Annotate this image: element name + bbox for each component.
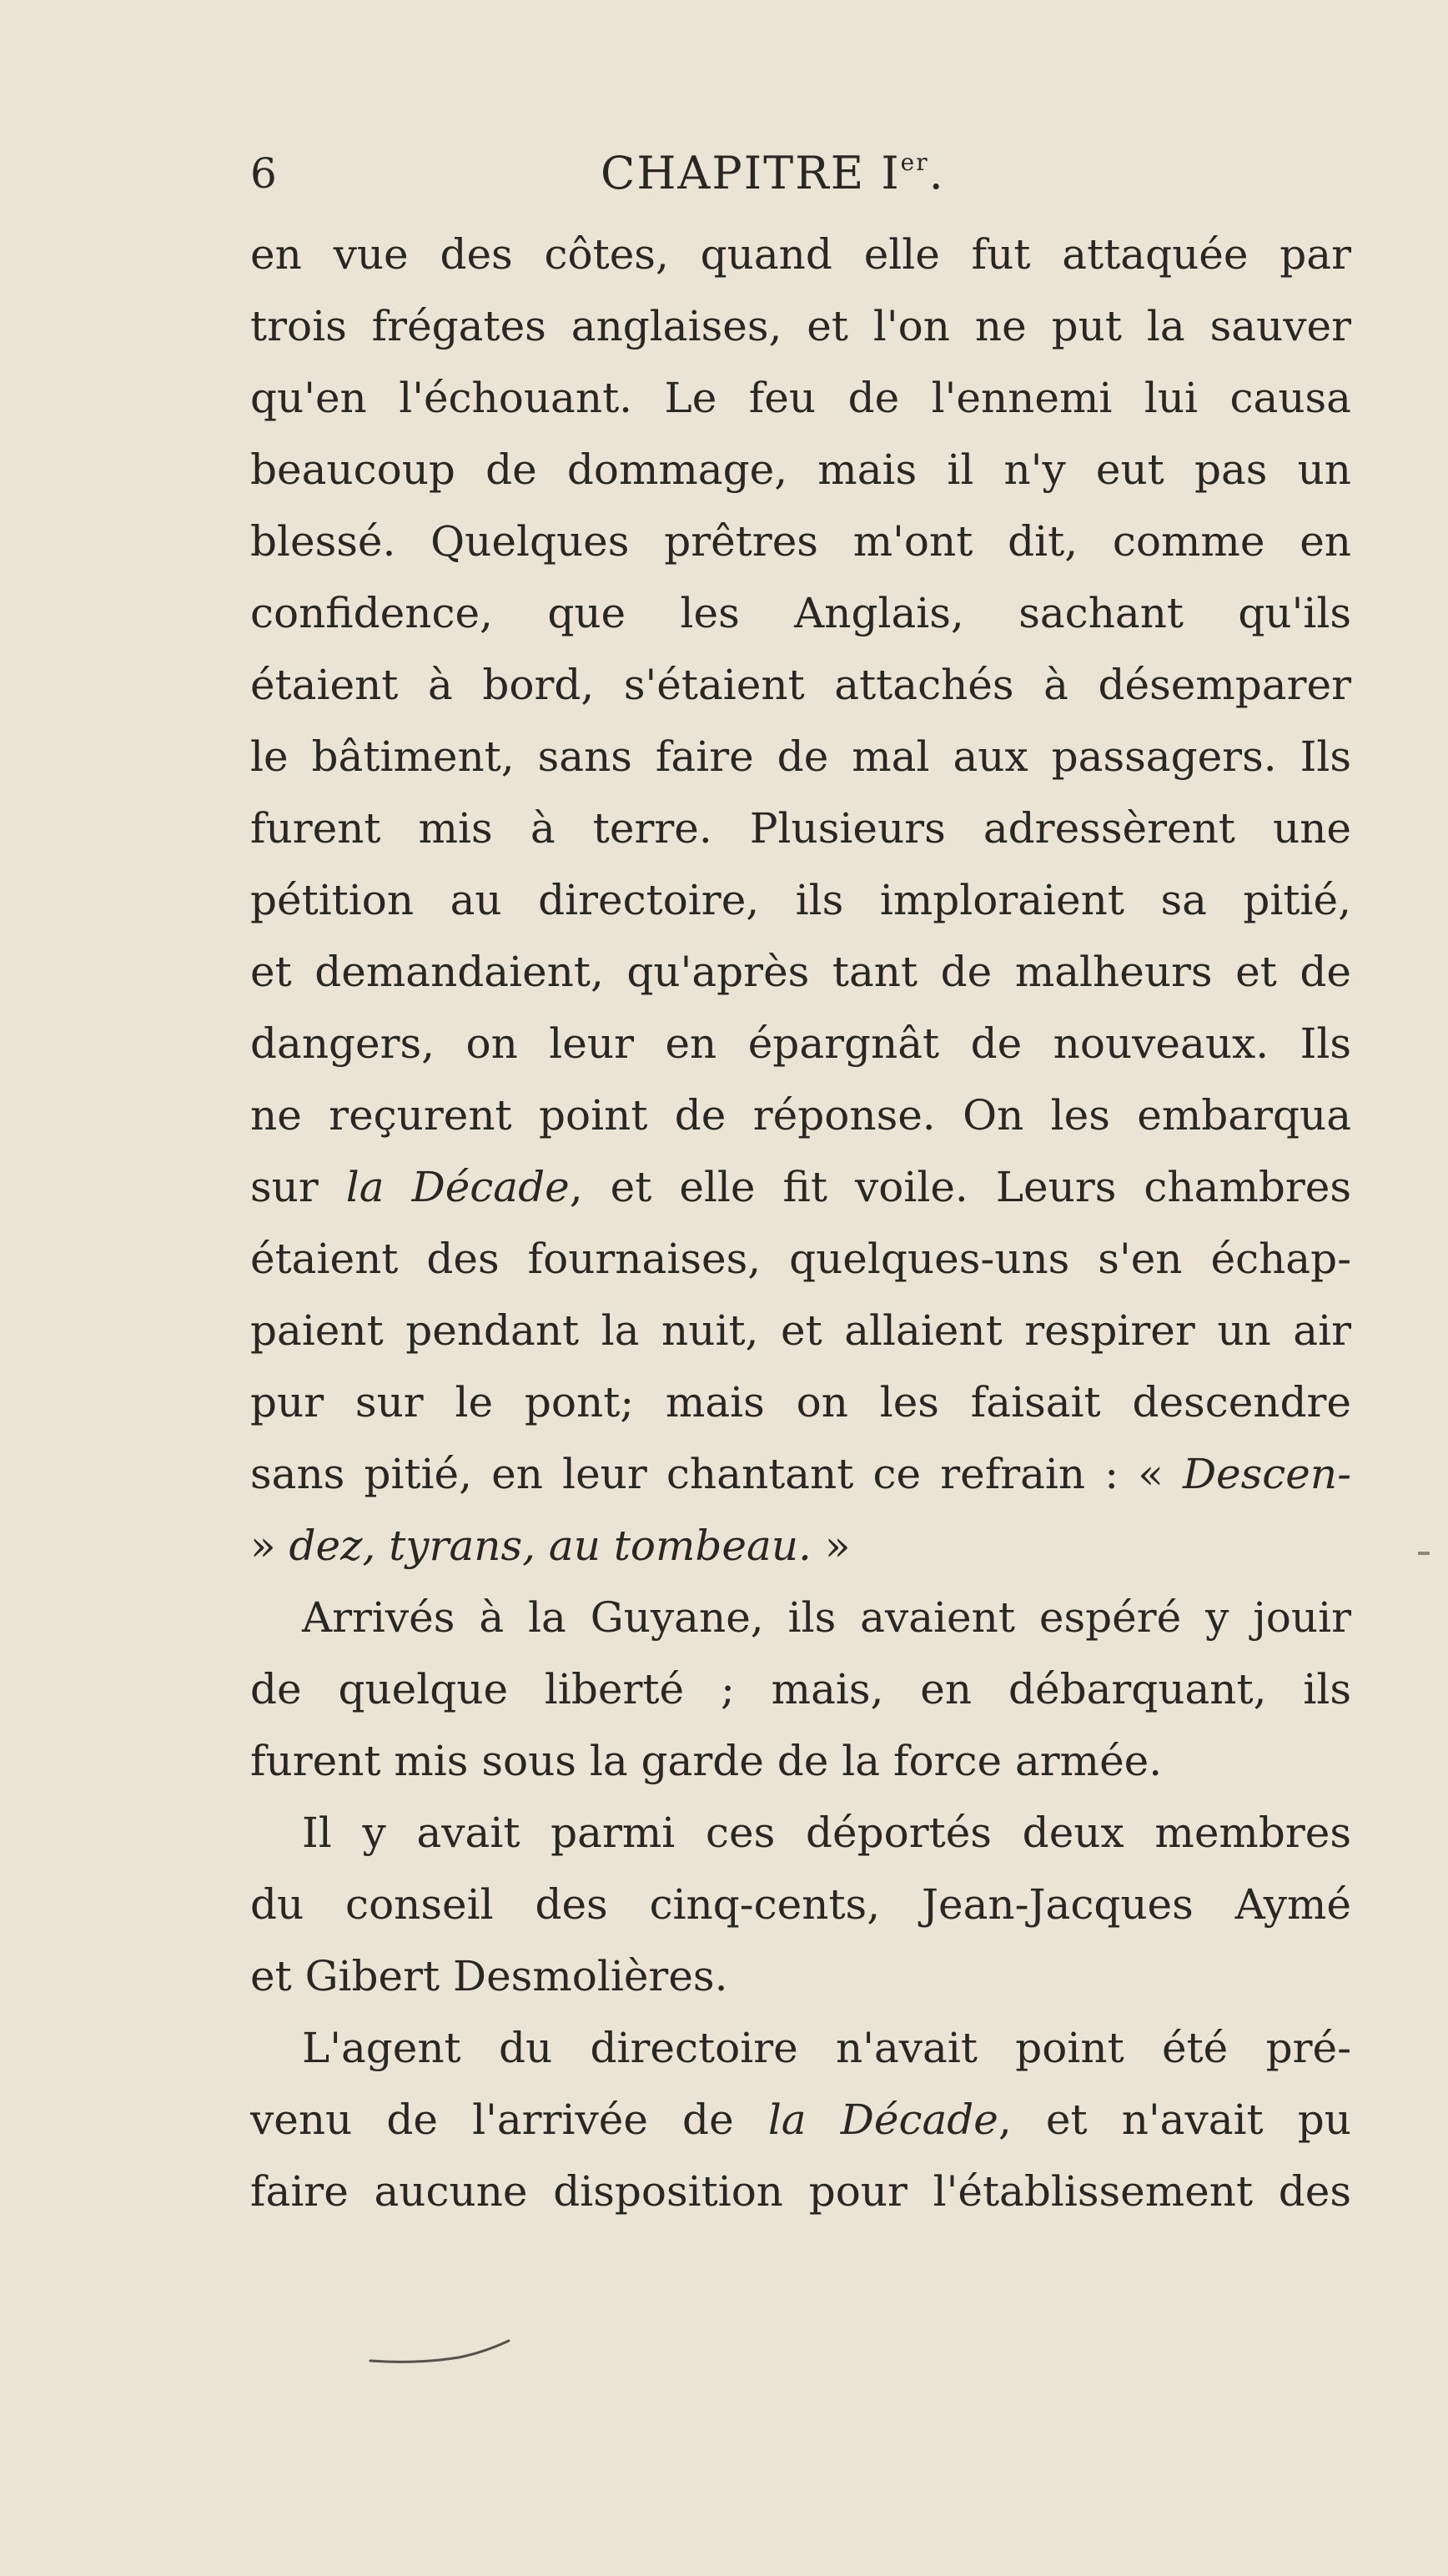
text-line: Il y avait parmi ces déportés deux membres xyxy=(302,1809,1351,1857)
text-line: L'agent du directoire n'avait point été pré- xyxy=(302,2024,1351,2072)
running-head-period: . xyxy=(928,147,945,199)
refrain-quote: dez, tyrans, au tombeau. xyxy=(289,1522,812,1570)
text-line: ne reçurent point de réponse. On les embarqua xyxy=(250,1091,1351,1140)
text-span: , et elle fit voile. Leurs chambres xyxy=(569,1163,1351,1211)
ship-name: la Décade xyxy=(767,2096,998,2144)
text-line: trois frégates anglaises, et l'on ne put la sauver xyxy=(250,302,1351,350)
running-head-title: CHAPITRE I xyxy=(601,147,901,199)
text-line: beaucoup de dommage, mais il n'y eut pas un xyxy=(250,445,1351,494)
text-span: , et n'avait pu xyxy=(998,2096,1351,2144)
text-line: pur sur le pont; mais on les faisait descendre xyxy=(250,1378,1351,1426)
text-line: et Gibert Desmolières. xyxy=(250,1952,728,2000)
page-number: 6 xyxy=(250,149,277,198)
text-line: pétition au directoire, ils imploraient sa pitié, xyxy=(250,876,1351,924)
refrain-quote: Descen- xyxy=(1182,1450,1351,1498)
text-line: faire aucune disposition pour l'établissement des xyxy=(250,2167,1351,2216)
ink-stroke-mark xyxy=(367,2336,517,2369)
text-line: le bâtiment, sans faire de mal aux passagers. Ils xyxy=(250,732,1351,781)
text-line: paient pendant la nuit, et allaient respirer un air xyxy=(250,1306,1351,1355)
text-line: du conseil des cinq-cents, Jean-Jacques Aymé xyxy=(250,1880,1351,1929)
ship-name: la Décade xyxy=(345,1163,570,1211)
text-line xyxy=(250,1151,1351,1223)
text-line: en vue des côtes, quand elle fut attaquée par xyxy=(250,230,1351,279)
margin-mark xyxy=(1418,1552,1430,1555)
text-line xyxy=(250,1438,1351,1510)
running-head xyxy=(601,148,945,199)
text-span: venu de l'arrivée de xyxy=(250,2096,768,2144)
text-line: furent mis à terre. Plusieurs adressèrent une xyxy=(250,804,1351,853)
text-line xyxy=(250,2084,1351,2156)
text-line: et demandaient, qu'après tant de malheurs et de xyxy=(250,948,1351,996)
text-line: qu'en l'échouant. Le feu de l'ennemi lui causa xyxy=(250,374,1351,422)
text-line: confidence, que les Anglais, sachant qu'ils xyxy=(250,589,1351,637)
running-head-superscript: er xyxy=(900,148,929,176)
text-line: de quelque liberté ; mais, en débarquant, ils xyxy=(250,1665,1351,1713)
text-span: sur xyxy=(250,1163,346,1211)
text-span: » xyxy=(250,1522,289,1570)
page-header xyxy=(250,148,1335,207)
text-span: » xyxy=(811,1522,851,1570)
text-line: Arrivés à la Guyane, ils avaient espéré y jouir xyxy=(302,1593,1351,1642)
text-line: blessé. Quelques prêtres m'ont dit, comme en xyxy=(250,517,1351,566)
body-text xyxy=(250,219,1351,2227)
text-line: dangers, on leur en épargnât de nouveaux. Ils xyxy=(250,1019,1351,1068)
text-line: étaient des fournaises, quelques-uns s'en échap- xyxy=(250,1235,1351,1283)
text-line xyxy=(250,1510,1351,1582)
text-span: sans pitié, en leur chantant ce refrain : « xyxy=(250,1450,1183,1498)
text-line: furent mis sous la garde de la force armée. xyxy=(250,1737,1163,1785)
text-line: étaient à bord, s'étaient attachés à désemparer xyxy=(250,661,1351,709)
